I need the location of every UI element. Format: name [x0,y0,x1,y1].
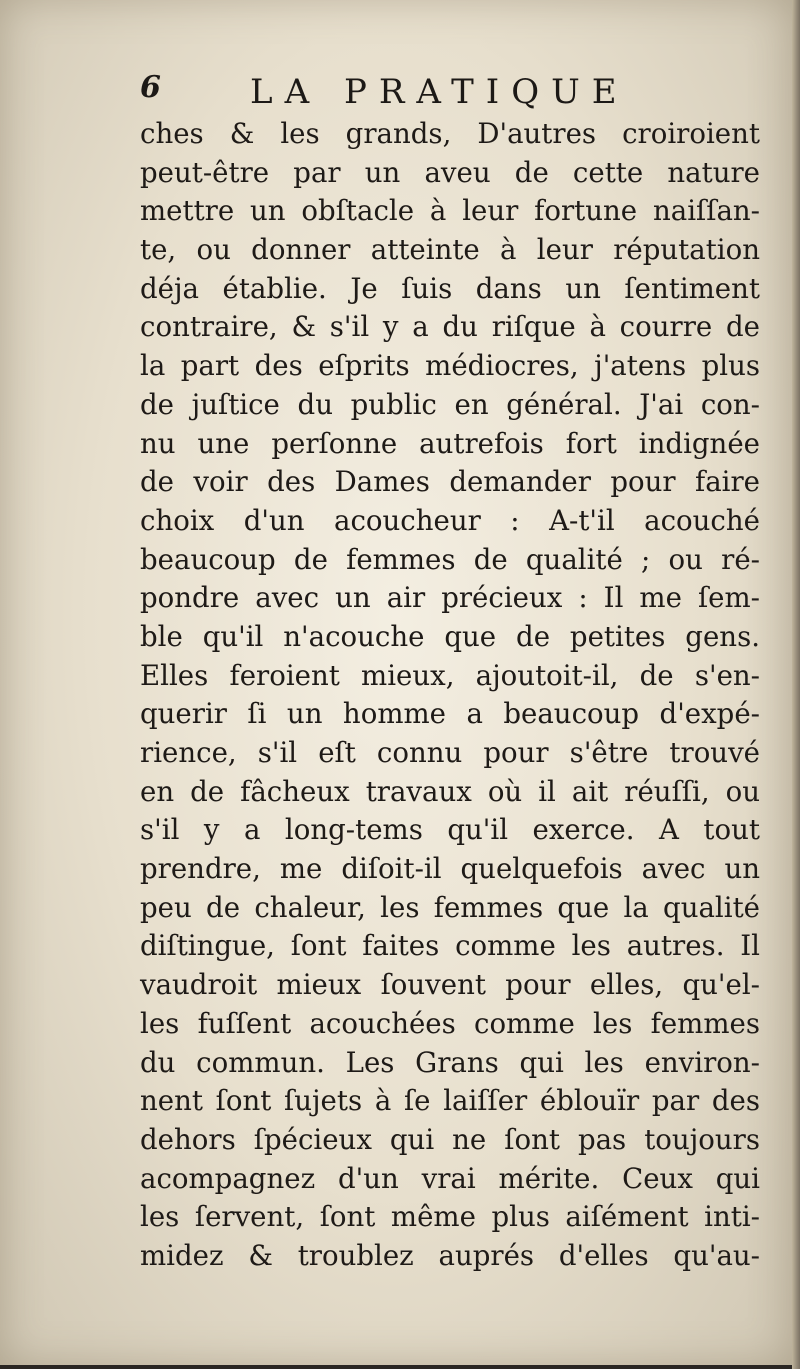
text-line: contraire, & s'il y a du riſque à courre de [140,310,760,344]
text-line: vaudroit mieux ſouvent pour elles, qu'el- [140,968,760,1002]
text-line: diſtingue, ſont faites comme les autres. Il [140,929,760,963]
text-line: Elles feroient mieux, ajoutoit-il, de s'en- [140,658,760,692]
text-line: les ſervent, ſont même plus aiſément inti- [140,1200,760,1234]
text-line: dehors ſpécieux qui ne ſont pas toujours [140,1122,760,1156]
text-line: nent ſont ſujets à ſe laiſſer éblouïr par des [140,1084,760,1118]
text-line: beaucoup de femmes de qualité ; ou ré- [140,542,760,576]
text-line: la part des eſprits médiocres, j'atens plus [140,349,760,383]
text-line: midez & troublez auprés d'elles qu'au- [140,1238,760,1272]
text-line: les fuſſent acouchées comme les femmes [140,1006,760,1040]
running-head: LA PRATIQUE [250,72,629,112]
body-text [140,115,760,1276]
text-line: mettre un obſtacle à leur fortune naiſſan- [140,194,760,228]
page-header [140,70,660,114]
text-line: peut-être par un aveu de cette nature [140,155,760,189]
text-line: en de fâcheux travaux où il ait réuſſi, ou [140,774,760,808]
text-line: te, ou donner atteinte à leur réputation [140,233,760,267]
text-line: nu une perſonne autrefois fort indignée [140,426,760,460]
text-line: déja établie. Je ſuis dans un ſentiment [140,271,760,305]
page-edge-shadow [792,0,800,1369]
text-line: ches & les grands, D'autres croiroient [140,117,760,150]
text-line: s'il y a long-tems qu'il exerce. A tout [140,813,760,847]
text-line: acompagnez d'un vrai mérite. Ceux qui [140,1161,760,1195]
text-line: prendre, me diſoit-il quelquefois avec un [140,852,760,886]
text-line: du commun. Les Grans qui les environ- [140,1045,760,1079]
text-line: peu de chaleur, les femmes que la qualité [140,890,760,924]
text-line: de juſtice du public en général. J'ai con- [140,387,760,421]
text-line: choix d'un acoucheur : A-t'il acouché [140,503,760,537]
text-line: rience, s'il eſt connu pour s'être trouvé [140,736,760,769]
text-line: pondre avec un air précieux : Il me ſem- [140,581,760,615]
page-number: 6 [140,70,161,105]
text-line: de voir des Dames demander pour faire [140,465,760,499]
text-line: ble qu'il n'acouche que de petites gens. [140,619,760,653]
text-line: querir ſi un homme a beaucoup d'expé- [140,697,760,731]
